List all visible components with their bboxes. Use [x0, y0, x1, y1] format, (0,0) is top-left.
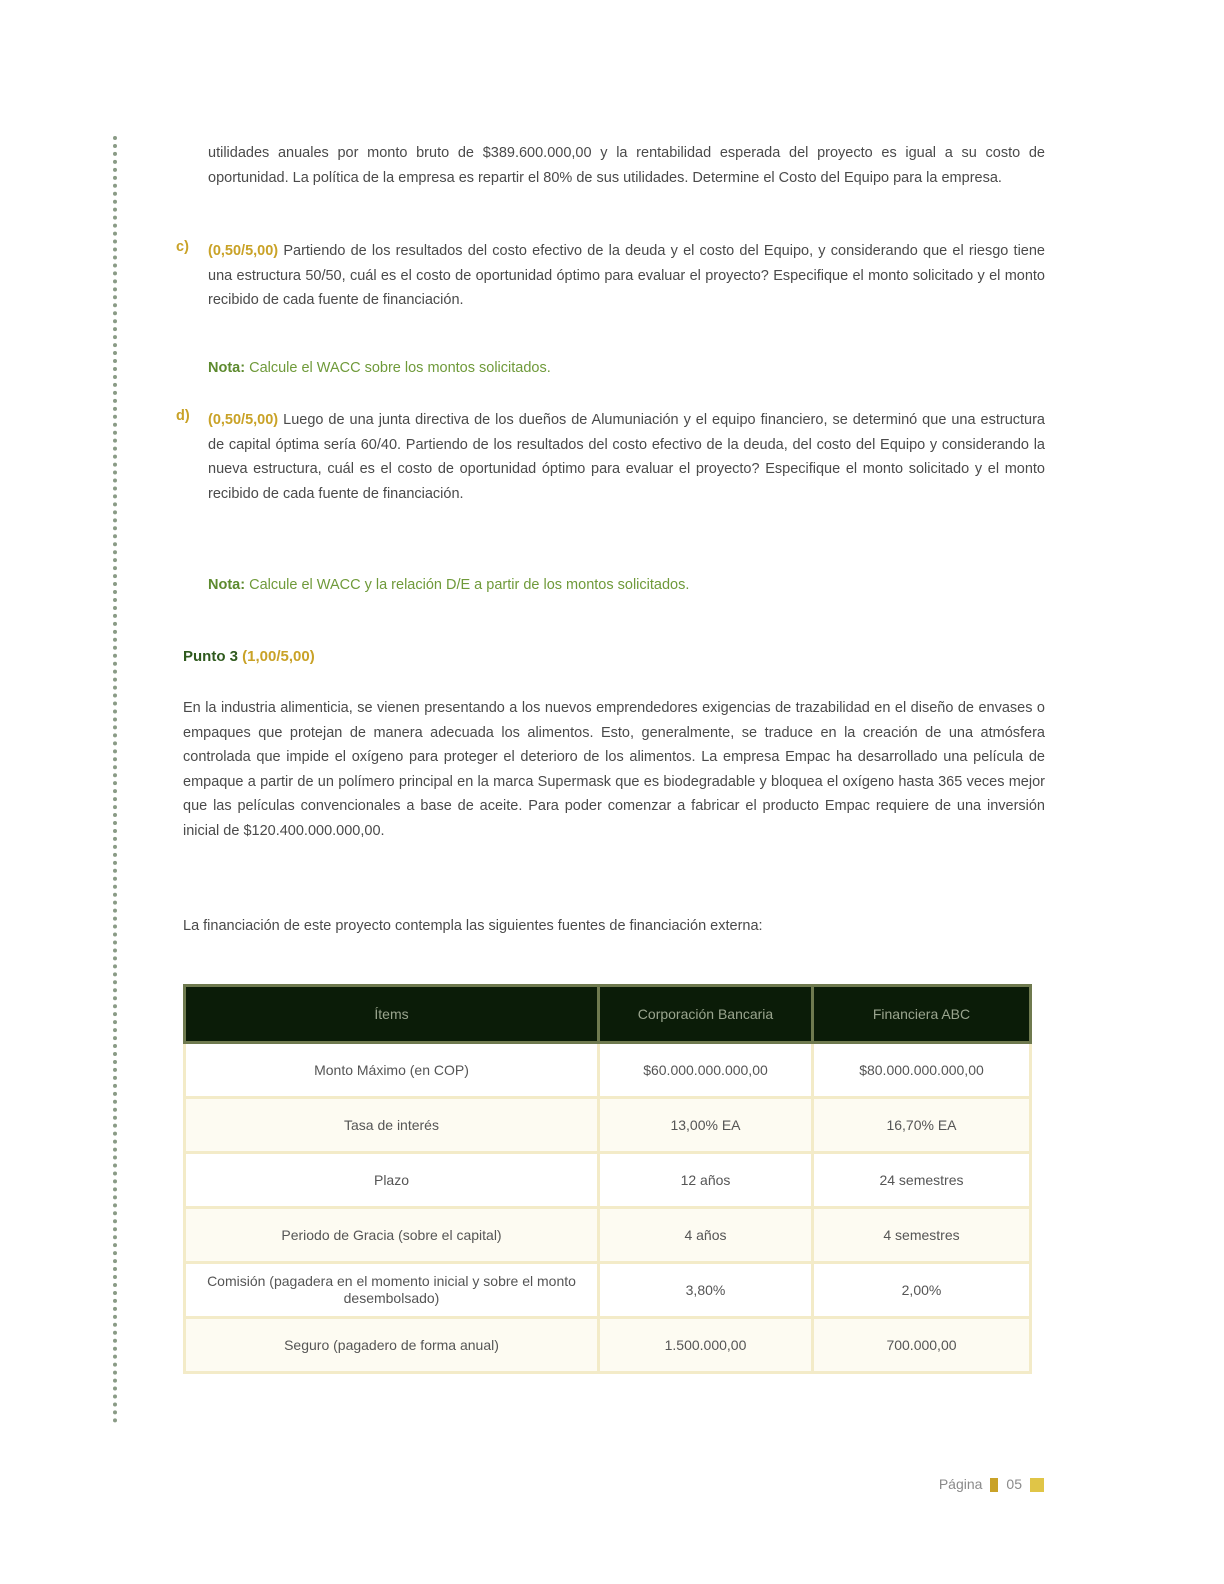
- table-row: [185, 1208, 1031, 1263]
- table-cell: 12 años: [599, 1153, 813, 1208]
- table-row: [185, 1043, 1031, 1098]
- table-cell: Plazo: [185, 1153, 599, 1208]
- table-cell: Periodo de Gracia (sobre el capital): [185, 1208, 599, 1263]
- page-number: 05: [1006, 1476, 1022, 1492]
- header-items: Ítems: [185, 986, 599, 1043]
- left-dotted-margin-line: [113, 136, 117, 1424]
- note-d-text: Calcule el WACC y la relación D/E a partir de los montos solicitados.: [249, 577, 690, 593]
- table-cell: 1.500.000,00: [599, 1318, 813, 1373]
- section-title-label: Punto 3: [183, 648, 238, 665]
- table-cell: 4 semestres: [813, 1208, 1031, 1263]
- table-cell: 3,80%: [599, 1263, 813, 1318]
- item-c-number: c): [176, 239, 189, 255]
- table-row: [185, 1263, 1031, 1318]
- table-row: [185, 1098, 1031, 1153]
- item-d-paragraph: [208, 408, 1045, 506]
- note-d-label: Nota:: [208, 577, 246, 593]
- note-c-text: Calcule el WACC sobre los montos solicitados.: [249, 360, 551, 376]
- table-cell: Comisión (pagadera en el momento inicial y sobre el monto desembolsado): [185, 1263, 599, 1318]
- item-c-paragraph: [208, 239, 1045, 313]
- table-row: [185, 1318, 1031, 1373]
- note-d: [208, 577, 689, 593]
- table-cell: 13,00% EA: [599, 1098, 813, 1153]
- table-cell: $80.000.000.000,00: [813, 1043, 1031, 1098]
- header-abc: Financiera ABC: [813, 986, 1031, 1043]
- table-row: [185, 1153, 1031, 1208]
- item-d-number: d): [176, 408, 190, 424]
- section-title-points: (1,00/5,00): [242, 648, 315, 665]
- table-header-row: [185, 986, 1031, 1043]
- table-cell: 2,00%: [813, 1263, 1031, 1318]
- intro-paragraph: utilidades anuales por monto bruto de $389.600.000,00 y la rentabilidad esperada del proyecto es igual a su costo de oportunidad. La política de la empresa es repartir el 80% de sus utilidades. Determine el Costo del Equipo para la empresa.: [208, 145, 1045, 186]
- table-cell: 4 años: [599, 1208, 813, 1263]
- financing-table: [183, 984, 1032, 1374]
- table-cell: Monto Máximo (en COP): [185, 1043, 599, 1098]
- table-cell: 24 semestres: [813, 1153, 1031, 1208]
- section-title: [183, 648, 315, 665]
- table-intro: La financiación de este proyecto contempla las siguientes fuentes de financiación externa:: [183, 918, 763, 934]
- item-d-points: (0,50/5,00): [208, 412, 279, 428]
- page-footer: [939, 1476, 1044, 1492]
- table-cell: 16,70% EA: [813, 1098, 1031, 1153]
- table-cell: Tasa de interés: [185, 1098, 599, 1153]
- table-cell: $60.000.000.000,00: [599, 1043, 813, 1098]
- note-c: [208, 360, 551, 376]
- header-bank: Corporación Bancaria: [599, 986, 813, 1043]
- section-paragraph: En la industria alimenticia, se vienen presentando a los nuevos emprendedores exigencias de trazabilidad en el diseño de envases o empaques que protejan de manera adecuada los alimentos. Esto, generalmente, se traduce en la creación de una atmósfera controlada que impide el oxígeno para proteger el deterioro de los alimentos. La empresa Empac ha desarrollado una película de empaque a partir de un polímero principal en la marca Supermask que es biodegradable y bloquea el oxígeno hasta 365 veces mejor que las películas convencionales a base de aceite. Para poder comenzar a fabricar el producto Empac requiere de una inversión inicial de $120.400.000.000,00.: [183, 700, 1045, 839]
- item-d-text: Luego de una junta directiva de los dueños de Alumuniación y el equipo financiero, se determinó que una estructura de capital óptima sería 60/40. Partiendo de los resultados del costo efectivo de la deuda, del costo del Equipo y considerando la nueva estructura, cuál es el costo de oportunidad óptimo para evaluar el proyecto? Especifique el monto solicitado y el monto recibido de cada fuente de financiación.: [208, 412, 1045, 502]
- footer-square-icon: [1030, 1478, 1044, 1492]
- item-c-text: Partiendo de los resultados del costo efectivo de la deuda y el costo del Equipo, y considerando que el riesgo tiene una estructura 50/50, cuál es el costo de oportunidad óptimo para evaluar el proyecto? Especifique el monto solicitado y el monto recibido de cada fuente de financiación.: [208, 243, 1045, 308]
- page-label: Página: [938, 1476, 983, 1492]
- table-cell: Seguro (pagadero de forma anual): [185, 1318, 599, 1373]
- table-cell: 700.000,00: [813, 1318, 1031, 1373]
- footer-separator-icon: [990, 1478, 998, 1492]
- item-c-points: (0,50/5,00): [208, 243, 279, 259]
- note-c-label: Nota:: [208, 360, 246, 376]
